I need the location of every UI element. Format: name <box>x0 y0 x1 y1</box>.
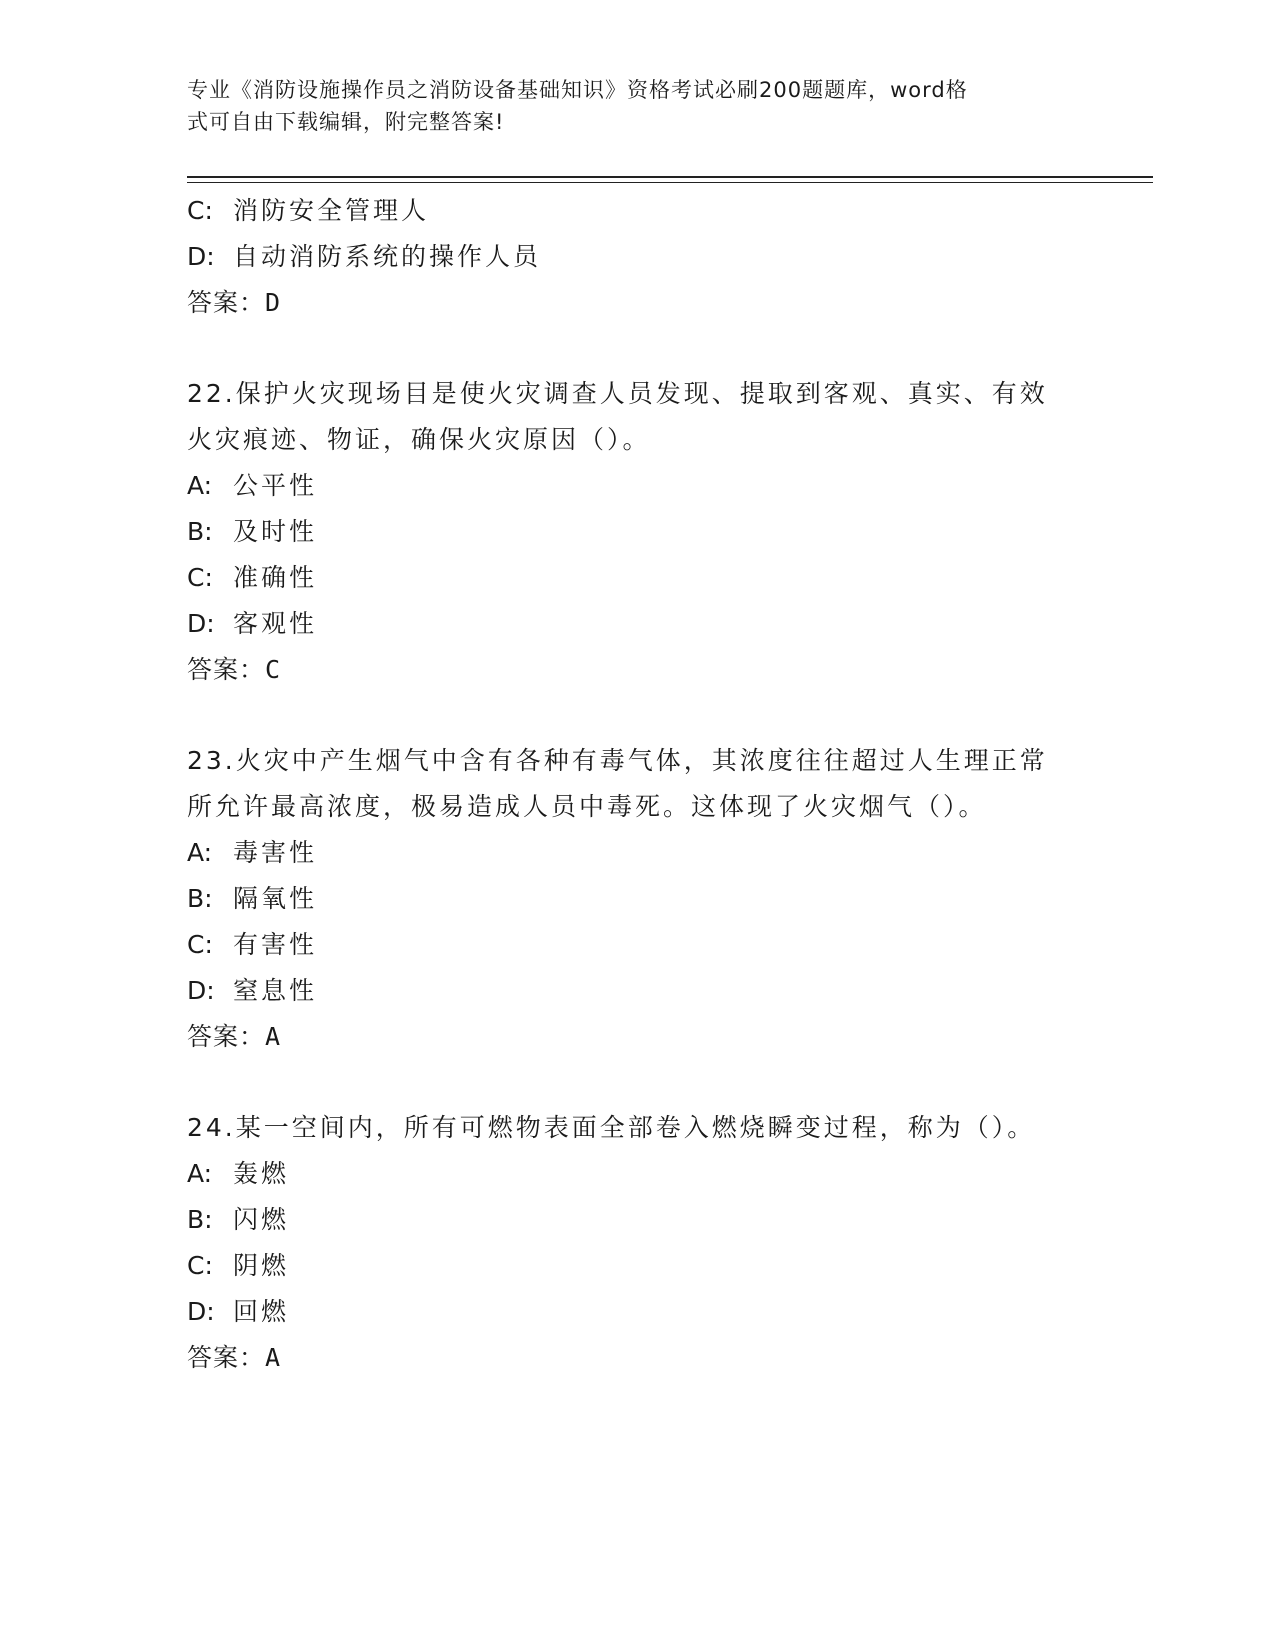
question-stem-line-2: 火灾痕迹、物证，确保火灾原因（）。 <box>187 425 651 454</box>
question-spacer <box>187 1060 1087 1105</box>
option-text: 毒害性 <box>233 838 318 867</box>
option-letter: D: <box>187 242 215 271</box>
option-letter: B: <box>187 1205 213 1234</box>
option-c <box>187 1243 1087 1289</box>
question-spacer <box>187 326 1087 371</box>
option-d <box>187 601 1087 647</box>
option-a <box>187 830 1087 876</box>
question-stem-line-2: 所允许最高浓度，极易造成人员中毒死。这体现了火灾烟气（）。 <box>187 792 987 821</box>
option-a <box>187 1151 1087 1197</box>
option-text: 阴燃 <box>233 1251 290 1280</box>
option-d <box>187 968 1087 1014</box>
option-letter: B: <box>187 884 213 913</box>
option-text: 回燃 <box>233 1297 290 1326</box>
question-23 <box>187 738 1087 1060</box>
option-c <box>187 922 1087 968</box>
option-letter: D: <box>187 976 215 1005</box>
option-text: 自动消防系统的操作人员 <box>233 242 542 271</box>
option-text: 窒息性 <box>233 976 318 1005</box>
option-text: 隔氧性 <box>233 884 318 913</box>
option-letter: C: <box>187 196 213 225</box>
option-letter: A: <box>187 838 213 867</box>
option-letter: C: <box>187 563 213 592</box>
question-list <box>187 188 1087 1381</box>
option-a <box>187 463 1087 509</box>
option-letter: C: <box>187 930 213 959</box>
option-letter: D: <box>187 1297 215 1326</box>
answer-line: 答案：D <box>187 288 282 317</box>
answer-line: 答案：A <box>187 1343 282 1372</box>
header-title-line-1: 专业《消防设施操作员之消防设备基础知识》资格考试必刷200题题库，word格 <box>187 78 968 102</box>
option-letter: A: <box>187 471 213 500</box>
answer-line: 答案：C <box>187 655 282 684</box>
question-stem-line-1: 24.某一空间内，所有可燃物表面全部卷入燃烧瞬变过程，称为（）。 <box>187 1113 1036 1142</box>
question-spacer <box>187 693 1087 738</box>
question-stem-line-1: 22.保护火灾现场目是使火灾调查人员发现、提取到客观、真实、有效 <box>187 379 1048 408</box>
option-letter: A: <box>187 1159 213 1188</box>
option-b <box>187 509 1087 555</box>
question-stem-line-1: 23.火灾中产生烟气中含有各种有毒气体，其浓度往往超过人生理正常 <box>187 746 1048 775</box>
option-text: 客观性 <box>233 609 318 638</box>
option-text: 公平性 <box>233 471 318 500</box>
option-c <box>187 555 1087 601</box>
answer-line: 答案：A <box>187 1022 282 1051</box>
question-22 <box>187 371 1087 693</box>
document-header <box>187 74 1067 138</box>
option-c <box>187 188 1087 234</box>
option-text: 准确性 <box>233 563 318 592</box>
option-d <box>187 234 1087 280</box>
option-letter: C: <box>187 1251 213 1280</box>
option-letter: D: <box>187 609 215 638</box>
header-title-line-2: 式可自由下载编辑，附完整答案! <box>187 110 505 134</box>
option-text: 消防安全管理人 <box>233 196 430 225</box>
option-text: 及时性 <box>233 517 318 546</box>
option-b <box>187 1197 1087 1243</box>
question-24 <box>187 1105 1087 1381</box>
header-divider-thick <box>187 176 1153 178</box>
option-b <box>187 876 1087 922</box>
option-letter: B: <box>187 517 213 546</box>
option-text: 有害性 <box>233 930 318 959</box>
option-text: 闪燃 <box>233 1205 290 1234</box>
option-text: 轰燃 <box>233 1159 290 1188</box>
question-21-continued <box>187 188 1087 326</box>
header-divider-thin <box>187 182 1153 183</box>
option-d <box>187 1289 1087 1335</box>
